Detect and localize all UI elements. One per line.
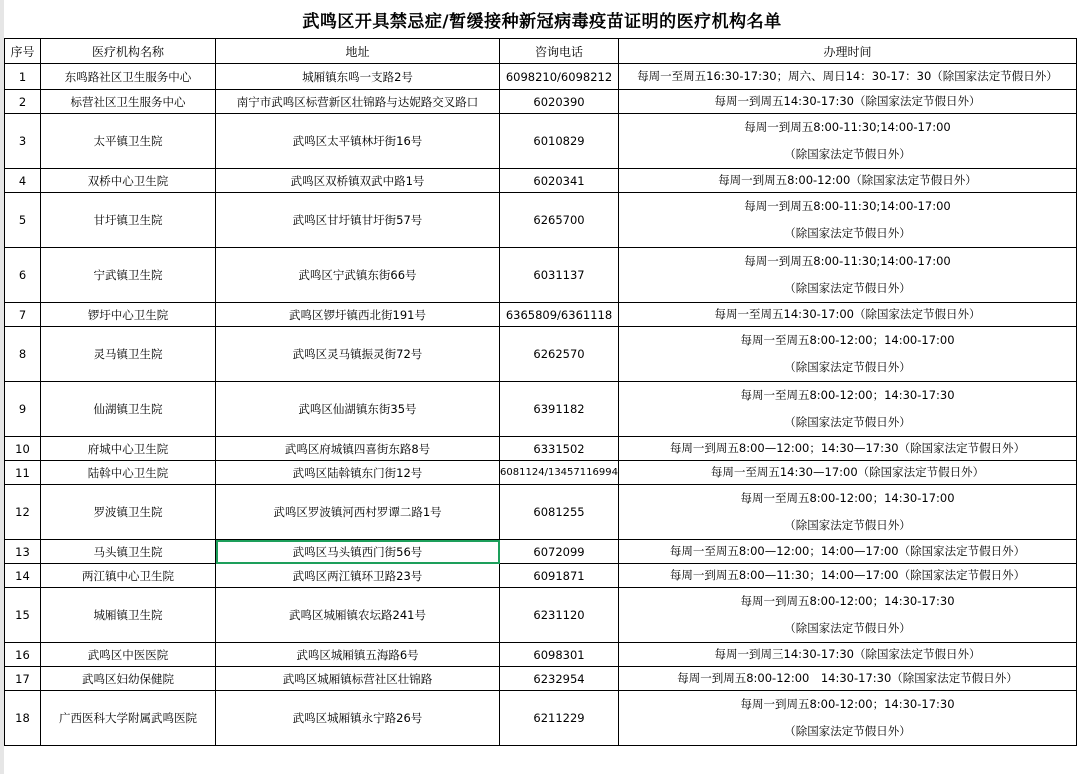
cell-name[interactable]: 府城中心卫生院 xyxy=(41,437,216,461)
hours-line: （除国家法定节假日外） xyxy=(784,621,911,635)
cell-address[interactable]: 武鸣区甘圩镇甘圩街57号 xyxy=(216,193,500,248)
hours-line: （除国家法定节假日外） xyxy=(784,415,911,429)
cell-phone[interactable]: 6331502 xyxy=(500,437,619,461)
cell-seq[interactable]: 8 xyxy=(5,327,41,382)
cell-hours[interactable] xyxy=(619,564,1077,588)
table-row xyxy=(5,90,1077,114)
hours-line: 每周一到周五8:00—11:30；14:00—17:00（除国家法定节假日外） xyxy=(669,567,1026,582)
cell-hours[interactable] xyxy=(619,382,1077,437)
table-row xyxy=(5,382,1077,437)
cell-hours[interactable] xyxy=(619,691,1077,746)
cell-seq[interactable]: 18 xyxy=(5,691,41,746)
hours-line: （除国家法定节假日外） xyxy=(784,147,911,161)
cell-name[interactable]: 城厢镇卫生院 xyxy=(41,588,216,643)
hours-line: 每周一到周三14:30-17:30（除国家法定节假日外） xyxy=(714,646,981,661)
cell-phone[interactable]: 6010829 xyxy=(500,114,619,169)
cell-phone[interactable]: 6098301 xyxy=(500,643,619,667)
table-row xyxy=(5,667,1077,691)
hours-line: 每周一到周五8:00-11:30;14:00-17:00 xyxy=(744,254,951,268)
cell-seq[interactable]: 4 xyxy=(5,169,41,193)
cell-hours[interactable] xyxy=(619,540,1077,564)
cell-phone[interactable]: 6262570 xyxy=(500,327,619,382)
cell-address[interactable]: 武鸣区城厢镇标营社区壮锦路 xyxy=(216,667,500,691)
cell-seq[interactable]: 13 xyxy=(5,540,41,564)
table-row xyxy=(5,248,1077,303)
cell-hours[interactable] xyxy=(619,303,1077,327)
cell-phone[interactable]: 6391182 xyxy=(500,382,619,437)
institution-table xyxy=(4,38,1077,746)
cell-name[interactable]: 武鸣区中医医院 xyxy=(41,643,216,667)
cell-hours[interactable] xyxy=(619,90,1077,114)
cell-seq[interactable]: 11 xyxy=(5,461,41,485)
table-row xyxy=(5,564,1077,588)
hours-line: 每周一到周五8:00-12:00；14:30-17:30 xyxy=(740,594,955,608)
table-row xyxy=(5,691,1077,746)
cell-seq[interactable]: 3 xyxy=(5,114,41,169)
cell-seq[interactable]: 10 xyxy=(5,437,41,461)
cell-phone[interactable]: 6020341 xyxy=(500,169,619,193)
cell-address[interactable]: 武鸣区灵马镇振灵街72号 xyxy=(216,327,500,382)
hours-line: 每周一至周五8:00-12:00；14:30-17:00 xyxy=(740,491,955,505)
hours-line: （除国家法定节假日外） xyxy=(784,281,911,295)
hours-line: 每周一到周五8:00-12:00（除国家法定节假日外） xyxy=(718,172,977,187)
cell-name[interactable]: 太平镇卫生院 xyxy=(41,114,216,169)
cell-hours[interactable] xyxy=(619,667,1077,691)
hours-line: 每周一至周五8:00-12:00；14:30-17:30 xyxy=(740,388,955,402)
hours-line: 每周一至周五14:30-17:00（除国家法定节假日外） xyxy=(714,306,981,321)
cell-address[interactable]: 武鸣区双桥镇双武中路1号 xyxy=(216,169,500,193)
table-row xyxy=(5,193,1077,248)
cell-phone[interactable]: 6081255 xyxy=(500,485,619,540)
table-row xyxy=(5,64,1077,90)
cell-seq[interactable]: 6 xyxy=(5,248,41,303)
hours-line: 每周一至周五8:00-12:00；14:00-17:00 xyxy=(740,333,955,347)
cell-seq[interactable]: 17 xyxy=(5,667,41,691)
table-row xyxy=(5,327,1077,382)
sheet-title[interactable]: 武鸣区开具禁忌症/暂缓接种新冠病毒疫苗证明的医疗机构名单 xyxy=(302,11,782,32)
cell-name[interactable]: 宁武镇卫生院 xyxy=(41,248,216,303)
header-address[interactable]: 地址 xyxy=(216,39,500,64)
header-name[interactable]: 医疗机构名称 xyxy=(41,39,216,64)
cell-address[interactable]: 南宁市武鸣区标营新区壮锦路与达妮路交叉路口 xyxy=(216,90,500,114)
hours-line: （除国家法定节假日外） xyxy=(784,724,911,738)
hours-line: （除国家法定节假日外） xyxy=(784,360,911,374)
header-row xyxy=(5,39,1077,64)
cell-phone[interactable]: 6232954 xyxy=(500,667,619,691)
cell-hours[interactable] xyxy=(619,193,1077,248)
hours-line: 每周一到周五8:00—12:00；14:30—17:30（除国家法定节假日外） xyxy=(669,440,1026,455)
header-seq[interactable]: 序号 xyxy=(5,39,41,64)
cell-address[interactable]: 武鸣区城厢镇五海路6号 xyxy=(216,643,500,667)
cell-phone[interactable]: 6091871 xyxy=(500,564,619,588)
table-row xyxy=(5,485,1077,540)
cell-address[interactable]: 城厢镇东鸣一支路2号 xyxy=(216,64,500,90)
cell-name[interactable]: 两江镇中心卫生院 xyxy=(41,564,216,588)
hours-line: （除国家法定节假日外） xyxy=(784,226,911,240)
cell-name[interactable]: 陆斡中心卫生院 xyxy=(41,461,216,485)
table-row xyxy=(5,437,1077,461)
header-phone[interactable]: 咨询电话 xyxy=(500,39,619,64)
cell-address[interactable]: 武鸣区陆斡镇东门街12号 xyxy=(216,461,500,485)
cell-hours[interactable] xyxy=(619,64,1077,90)
cell-address[interactable]: 武鸣区城厢镇永宁路26号 xyxy=(216,691,500,746)
cell-seq[interactable]: 14 xyxy=(5,564,41,588)
cell-name[interactable]: 东鸣路社区卫生服务中心 xyxy=(41,64,216,90)
table-row xyxy=(5,303,1077,327)
cell-address[interactable]: 武鸣区锣圩镇西北街191号 xyxy=(216,303,500,327)
cell-address[interactable]: 武鸣区仙湖镇东街35号 xyxy=(216,382,500,437)
cell-phone[interactable]: 6211229 xyxy=(500,691,619,746)
table-row xyxy=(5,588,1077,643)
cell-seq[interactable]: 12 xyxy=(5,485,41,540)
cell-hours[interactable] xyxy=(619,248,1077,303)
hours-line: 每周一到周五8:00-11:30;14:00-17:00 xyxy=(744,120,951,134)
cell-seq[interactable]: 16 xyxy=(5,643,41,667)
hours-line: （除国家法定节假日外） xyxy=(784,518,911,532)
hours-line: 每周一至周五14:30—17:00（除国家法定节假日外） xyxy=(710,464,985,479)
cell-seq[interactable]: 7 xyxy=(5,303,41,327)
cell-phone[interactable]: 6020390 xyxy=(500,90,619,114)
cell-phone[interactable]: 6231120 xyxy=(500,588,619,643)
cell-seq[interactable]: 1 xyxy=(5,64,41,90)
cell-phone[interactable]: 6365809/6361118 xyxy=(500,303,619,327)
hours-line: 每周一到周五8:00-11:30;14:00-17:00 xyxy=(744,199,951,213)
cell-seq[interactable]: 5 xyxy=(5,193,41,248)
cell-address[interactable]: 武鸣区城厢镇农坛路241号 xyxy=(216,588,500,643)
table-row xyxy=(5,114,1077,169)
cell-name[interactable]: 甘圩镇卫生院 xyxy=(41,193,216,248)
cell-address[interactable]: 武鸣区府城镇四喜街东路8号 xyxy=(216,437,500,461)
cell-seq[interactable]: 9 xyxy=(5,382,41,437)
table-body xyxy=(5,64,1077,746)
cell-name[interactable]: 灵马镇卫生院 xyxy=(41,327,216,382)
cell-address[interactable]: 武鸣区罗波镇河西村罗谭二路1号 xyxy=(216,485,500,540)
table-row xyxy=(5,169,1077,193)
cell-hours[interactable] xyxy=(619,588,1077,643)
cell-hours[interactable] xyxy=(619,327,1077,382)
hours-line: 每周一至周五16:30-17:30；周六、周日14：30-17：30（除国家法定节假日外） xyxy=(637,68,1058,83)
table-row xyxy=(5,643,1077,667)
cell-address[interactable]: 武鸣区宁武镇东街66号 xyxy=(216,248,500,303)
cell-phone[interactable]: 6081124/13457116994 xyxy=(500,461,619,485)
cell-address[interactable]: 武鸣区两江镇环卫路23号 xyxy=(216,564,500,588)
cell-seq[interactable]: 2 xyxy=(5,90,41,114)
cell-hours[interactable] xyxy=(619,114,1077,169)
cell-hours[interactable] xyxy=(619,437,1077,461)
cell-phone[interactable]: 6072099 xyxy=(500,540,619,564)
cell-name[interactable]: 广西医科大学附属武鸣医院 xyxy=(41,691,216,746)
cell-phone[interactable]: 6098210/6098212 xyxy=(500,64,619,90)
cell-hours[interactable] xyxy=(619,643,1077,667)
cell-name[interactable]: 武鸣区妇幼保健院 xyxy=(41,667,216,691)
cell-phone[interactable]: 6265700 xyxy=(500,193,619,248)
cell-seq[interactable]: 15 xyxy=(5,588,41,643)
cell-hours[interactable] xyxy=(619,461,1077,485)
hours-line: 每周一到周五8:00-12:00 14:30-17:30（除国家法定节假日外） xyxy=(677,670,1018,685)
cell-name[interactable]: 仙湖镇卫生院 xyxy=(41,382,216,437)
header-hours[interactable]: 办理时间 xyxy=(619,39,1077,64)
cell-hours[interactable] xyxy=(619,485,1077,540)
cell-name[interactable]: 锣圩中心卫生院 xyxy=(41,303,216,327)
cell-address[interactable]: 武鸣区太平镇林圩街16号 xyxy=(216,114,500,169)
cell-phone[interactable]: 6031137 xyxy=(500,248,619,303)
cell-address[interactable]: 武鸣区马头镇西门街56号 xyxy=(216,540,500,564)
cell-hours[interactable] xyxy=(619,169,1077,193)
cell-name[interactable]: 标营社区卫生服务中心 xyxy=(41,90,216,114)
cell-name[interactable]: 双桥中心卫生院 xyxy=(41,169,216,193)
cell-name[interactable]: 罗波镇卫生院 xyxy=(41,485,216,540)
hours-line: 每周一到周五14:30-17:30（除国家法定节假日外） xyxy=(714,93,981,108)
cell-name[interactable]: 马头镇卫生院 xyxy=(41,540,216,564)
table-row xyxy=(5,540,1077,564)
table-row xyxy=(5,461,1077,485)
hours-line: 每周一至周五8:00—12:00；14:00—17:00（除国家法定节假日外） xyxy=(669,543,1026,558)
hours-line: 每周一到周五8:00-12:00；14:30-17:30 xyxy=(740,697,955,711)
